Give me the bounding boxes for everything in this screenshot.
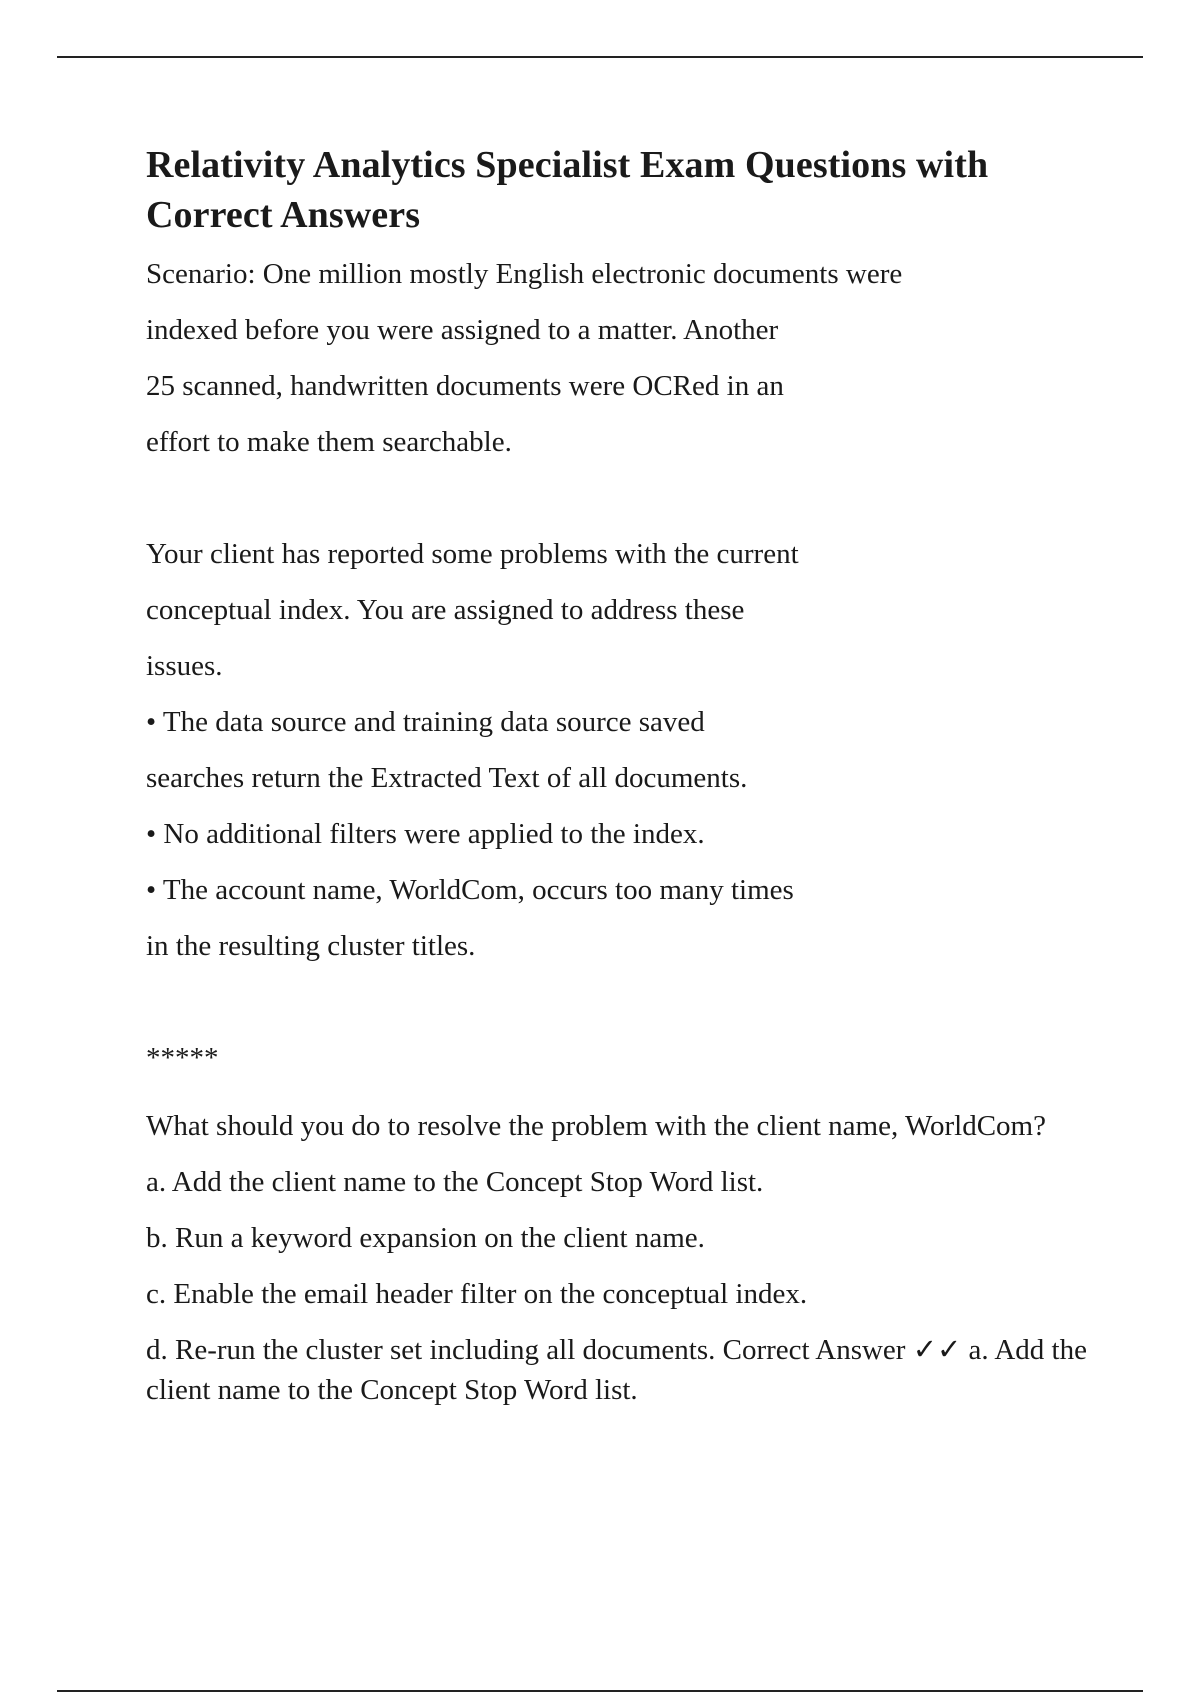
document-title: Relativity Analytics Specialist Exam Questions with Correct Answers (146, 144, 989, 236)
answer-option-b: b. Run a keyword expansion on the client name. (146, 1222, 705, 1254)
problem-line: issues. (146, 650, 223, 682)
problem-line: searches return the Extracted Text of all documents. (146, 762, 748, 794)
problem-line: • The account name, WorldCom, occurs too many times (146, 874, 794, 906)
bottom-rule (57, 1690, 1143, 1692)
scenario-line: effort to make them searchable. (146, 426, 512, 458)
answer-option-d-with-correct-answer: d. Re-run the cluster set including all documents. Correct Answer ✓✓ a. Add the client name to the Concept Stop Word list. (146, 1334, 1087, 1406)
scenario-paragraph (146, 246, 1106, 470)
paragraph-spacer (146, 470, 1106, 526)
problem-line: in the resulting cluster titles. (146, 930, 476, 962)
scenario-line: indexed before you were assigned to a matter. Another (146, 314, 779, 346)
document-body (146, 140, 1106, 1410)
problem-line: Your client has reported some problems with the current (146, 538, 799, 570)
question-text: What should you do to resolve the problem with the client name, WorldCom? (146, 1110, 1046, 1142)
scenario-line: Scenario: One million mostly English electronic documents were (146, 258, 903, 290)
paragraph-spacer (146, 974, 1106, 1030)
top-rule (57, 56, 1143, 58)
answer-option-c: c. Enable the email header filter on the conceptual index. (146, 1278, 808, 1310)
problem-line: • No additional filters were applied to the index. (146, 818, 705, 850)
scenario-line: 25 scanned, handwritten documents were OCRed in an (146, 370, 784, 402)
separator-stars: ***** (146, 1042, 219, 1074)
problem-line: • The data source and training data source saved (146, 706, 705, 738)
problem-paragraph (146, 526, 1106, 974)
answer-option-a: a. Add the client name to the Concept Stop Word list. (146, 1166, 764, 1198)
problem-line: conceptual index. You are assigned to address these (146, 594, 745, 626)
